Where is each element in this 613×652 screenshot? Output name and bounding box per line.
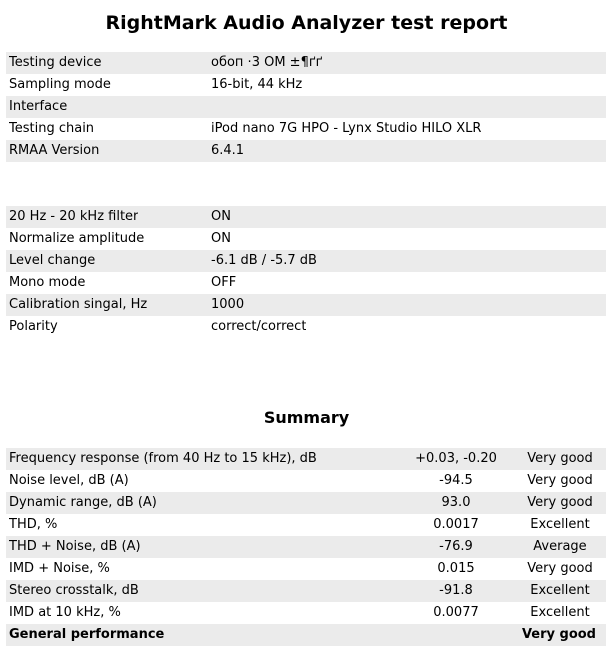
summary-rating: Very good xyxy=(527,561,593,576)
summary-row xyxy=(6,470,606,492)
info-row-interface xyxy=(6,96,606,118)
summary-label: Noise level, dB (A) xyxy=(9,473,129,488)
info-row-sampling-mode xyxy=(6,74,606,96)
summary-label: Frequency response (from 40 Hz to 15 kHz), dB xyxy=(9,451,317,466)
summary-rating: Excellent xyxy=(530,583,590,598)
info-label: Testing device xyxy=(9,55,102,70)
info-table xyxy=(6,52,606,162)
info-value: 16-bit, 44 kHz xyxy=(211,77,303,92)
general-performance-rating: Very good xyxy=(521,627,596,642)
general-performance-label: General performance xyxy=(9,627,165,642)
summary-heading: Summary xyxy=(263,408,350,427)
setting-label: Mono mode xyxy=(9,275,86,290)
setting-value: ON xyxy=(211,231,231,246)
setting-value: -6.1 dB / -5.7 dB xyxy=(211,253,317,268)
summary-label: IMD at 10 kHz, % xyxy=(9,605,121,620)
summary-row xyxy=(6,580,606,602)
report-title: RightMark Audio Analyzer test report xyxy=(105,12,508,34)
summary-row xyxy=(6,514,606,536)
summary-label: THD + Noise, dB (A) xyxy=(9,539,141,554)
info-row-rmaa-version xyxy=(6,140,606,162)
setting-label: Polarity xyxy=(9,319,58,334)
summary-value: +0.03, -0.20 xyxy=(415,451,497,466)
summary-value: 0.0017 xyxy=(433,517,479,532)
settings-row-filter xyxy=(6,206,606,228)
summary-value: -91.8 xyxy=(439,583,473,598)
summary-rating: Very good xyxy=(527,473,593,488)
setting-label: 20 Hz - 20 kHz filter xyxy=(9,209,139,224)
setting-value: correct/correct xyxy=(211,319,307,334)
summary-table xyxy=(6,448,606,646)
setting-value: ON xyxy=(211,209,231,224)
summary-rating: Average xyxy=(533,539,587,554)
summary-row xyxy=(6,536,606,558)
info-row-testing-chain xyxy=(6,118,606,140)
setting-value: OFF xyxy=(211,275,237,290)
info-value: iPod nano 7G HPO - Lynx Studio HILO XLR xyxy=(211,121,482,136)
summary-row xyxy=(6,602,606,624)
summary-rating: Excellent xyxy=(530,517,590,532)
info-label: Interface xyxy=(9,99,68,114)
info-value: обоп ·3 ОМ ±¶ґґ xyxy=(211,55,323,70)
summary-label: IMD + Noise, % xyxy=(9,561,110,576)
summary-value: 0.015 xyxy=(437,561,475,576)
summary-label: THD, % xyxy=(9,517,58,532)
summary-rating: Very good xyxy=(527,495,593,510)
setting-label: Normalize amplitude xyxy=(9,231,145,246)
info-value: 6.4.1 xyxy=(211,143,245,158)
setting-label: Calibration singal, Hz xyxy=(9,297,148,312)
summary-value: 0.0077 xyxy=(433,605,479,620)
info-label: RMAA Version xyxy=(9,143,100,158)
summary-row xyxy=(6,492,606,514)
summary-row xyxy=(6,558,606,580)
summary-value: -76.9 xyxy=(439,539,473,554)
settings-row-polarity xyxy=(6,316,606,338)
info-row-testing-device xyxy=(6,52,606,74)
info-label: Testing chain xyxy=(9,121,95,136)
summary-row xyxy=(6,448,606,470)
summary-label: Stereo crosstalk, dB xyxy=(9,583,139,598)
settings-row-mono-mode xyxy=(6,272,606,294)
settings-row-level-change xyxy=(6,250,606,272)
summary-rating: Excellent xyxy=(530,605,590,620)
summary-value: 93.0 xyxy=(441,495,471,510)
summary-rating: Very good xyxy=(527,451,593,466)
settings-table xyxy=(6,206,606,338)
general-performance-row xyxy=(6,624,606,646)
settings-row-normalize xyxy=(6,228,606,250)
setting-value: 1000 xyxy=(211,297,245,312)
settings-row-calibration xyxy=(6,294,606,316)
info-label: Sampling mode xyxy=(9,77,111,92)
setting-label: Level change xyxy=(9,253,96,268)
summary-value: -94.5 xyxy=(439,473,473,488)
summary-label: Dynamic range, dB (A) xyxy=(9,495,157,510)
